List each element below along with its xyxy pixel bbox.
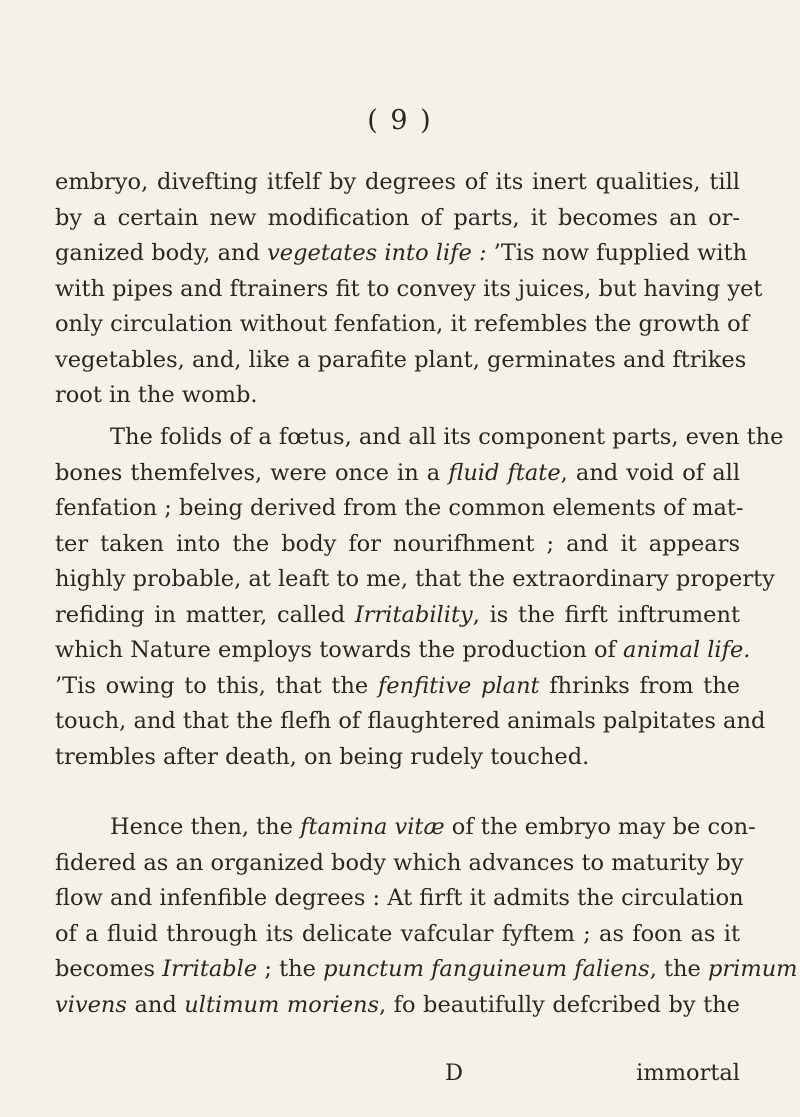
- italic-text: primum: [708, 956, 798, 982]
- text-line: flow and infenfible degrees : At firft it admits the circulation: [55, 885, 744, 911]
- italic-text: animal life.: [623, 637, 751, 663]
- text-line: vegetables, and, like a parafite plant, germinates and ftrikes: [55, 346, 747, 373]
- text-line: bones themfelves, were once in a fluid ftate, and void of all: [55, 459, 741, 486]
- text-line: by a certain new modification of parts, it becomes an or-: [55, 204, 740, 231]
- paragraph-3: [55, 810, 798, 1023]
- signature-mark: D: [445, 1060, 464, 1086]
- text-line: refiding in matter, called Irritability, is the firft inftrument: [55, 601, 740, 628]
- text-line: becomes Irritable ; the punctum fanguineum faliens, the primum: [55, 956, 798, 982]
- italic-text: fluid ftate: [448, 459, 561, 486]
- catchword: immortal: [636, 1060, 740, 1086]
- italic-text: Irritable: [162, 956, 258, 982]
- text-line: fidered as an organized body which advances to maturity by: [55, 849, 744, 876]
- paragraph-1: [55, 165, 763, 414]
- italic-text: ftamina vitæ: [300, 814, 445, 840]
- text-line: Hence then, the ftamina vitæ of the embryo may be con-: [110, 814, 756, 840]
- text-line: vivens and ultimum moriens, fo beautifully defcribed by the: [55, 991, 740, 1018]
- text-line: trembles after death, on being rudely touched.: [55, 743, 590, 770]
- text-line: The folids of a fœtus, and all its component parts, even the: [110, 424, 784, 450]
- text-line: embryo, divefting itfelf by degrees of its inert qualities, till: [55, 169, 740, 195]
- text-line: highly probable, at leaft to me, that the extraordinary property: [55, 566, 775, 592]
- text-line: ’Tis owing to this, that the fenfitive plant fhrinks from the: [55, 672, 741, 699]
- text-line: of a fluid through its delicate vafcular fyftem ; as foon as it: [55, 920, 740, 947]
- italic-text: punctum fanguineum faliens: [323, 956, 650, 982]
- italic-text: Irritability: [354, 601, 473, 628]
- text-line: ter taken into the body for nourifhment ; and it appears: [55, 530, 740, 557]
- italic-text: fenfitive plant: [377, 672, 540, 699]
- text-line: fenfation ; being derived from the common elements of mat-: [55, 495, 744, 521]
- italic-text: vegetates into life :: [267, 240, 487, 266]
- text-line: root in the womb.: [55, 382, 258, 408]
- text-line: only circulation without fenfation, it refembles the growth of: [55, 311, 750, 337]
- italic-text: ultimum moriens: [184, 991, 380, 1018]
- italic-text: vivens: [55, 991, 127, 1018]
- text-line: which Nature employs towards the production of animal life.: [55, 637, 751, 663]
- paragraph-2: [55, 420, 784, 775]
- text-line: touch, and that the flefh of flaughtered animals palpitates and: [55, 708, 766, 734]
- page-number: ( 9 ): [367, 105, 433, 136]
- text-line: ganized body, and vegetates into life : ’Tis now fupplied with: [55, 240, 748, 266]
- page-footer: [55, 1060, 740, 1096]
- text-line: with pipes and ftrainers fit to convey its juices, but having yet: [55, 275, 763, 302]
